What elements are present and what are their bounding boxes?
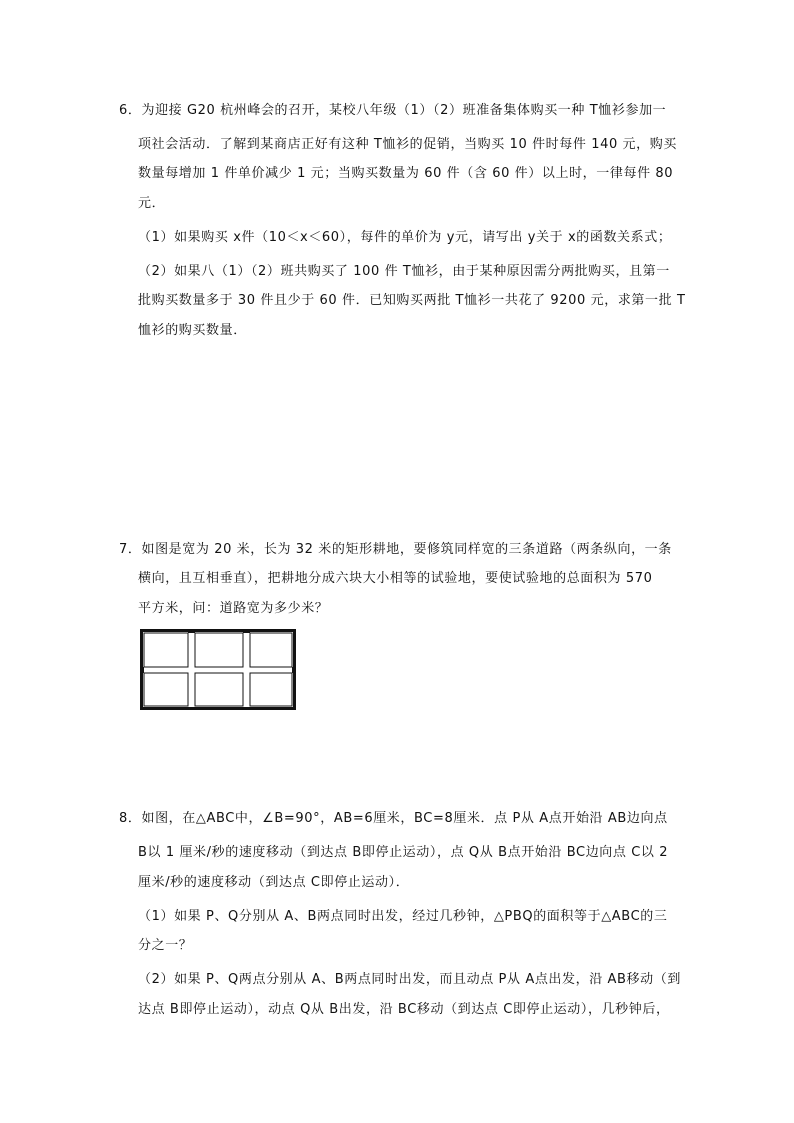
road-marker-right xyxy=(292,667,295,673)
q6-part-2-line-3: 恤衫的购买数量． xyxy=(138,323,247,338)
road-marker-left xyxy=(141,667,144,673)
rectangular-field-figure xyxy=(140,629,296,711)
q6-part-2-line-2: 批购买数量多于 30 件且少于 60 件．已知购买两批 T恤衫一共花了 9200 元，求第一批 T xyxy=(138,293,686,308)
plot-bottom-right xyxy=(250,673,292,706)
field-plots xyxy=(144,633,292,706)
q7-line-3: 平方米，问：道路宽为多少米？ xyxy=(138,601,329,616)
plot-top-left xyxy=(144,633,188,667)
q7-line-2: 横向，且互相垂直），把耕地分成六块大小相等的试验地，要使试验地的总面积为 570 xyxy=(138,571,653,586)
q6-line-1: 6．为迎接 G20 杭州峰会的召开，某校八年级（1）（2）班准备集体购买一种 T恤衫参加一 xyxy=(119,103,667,118)
q6-part-2-line-1: （2）如果八（1）（2）班共购买了 100 件 T恤衫，由于某种原因需分两批购买，且第一 xyxy=(138,264,670,279)
q6-line-4: 元． xyxy=(138,196,166,211)
q8-part-1-line-1: （1）如果 P、Q分别从 A、B两点同时出发，经过几秒钟，△PBQ的面积等于△ABC的三 xyxy=(138,909,668,924)
q8-part-1-line-2: 分之一？ xyxy=(138,938,193,953)
q8-part-2-line-2: 达点 B即停止运动），动点 Q从 B出发，沿 BC移动（到达点 C即停止运动），几秒钟后， xyxy=(138,1002,670,1017)
plot-bottom-middle xyxy=(195,673,243,706)
field-border xyxy=(142,631,295,709)
q8-line-2: B以 1 厘米/秒的速度移动（到达点 B即停止运动），点 Q从 B点开始沿 BC边向点 C以 2 xyxy=(138,845,669,860)
q6-line-2: 项社会活动．了解到某商店正好有这种 T恤衫的促销，当购买 10 件时每件 140 元，购买 xyxy=(138,137,677,152)
q7-line-1: 7．如图是宽为 20 米，长为 32 米的矩形耕地，要修筑同样宽的三条道路（两条纵向，一条 xyxy=(119,542,672,557)
q8-line-3: 厘米/秒的速度移动（到达点 C即停止运动）． xyxy=(138,875,410,890)
plot-top-right xyxy=(250,633,292,667)
q8-part-2-line-1: （2）如果 P、Q两点分别从 A、B两点同时出发，而且动点 P从 A点出发，沿 AB移动（到 xyxy=(138,972,681,987)
q6-part-1: （1）如果购买 x件（10＜x＜60），每件的单价为 y元，请写出 y关于 x的函数关系式； xyxy=(138,230,672,245)
road-marker-top-left xyxy=(188,630,195,633)
q8-line-1: 8．如图，在△ABC中，∠B=90°，AB=6厘米，BC=8厘米．点 P从 A点开始沿 AB边向点 xyxy=(119,811,668,826)
plot-bottom-left xyxy=(144,673,188,706)
q6-line-3: 数量每增加 1 件单价减少 1 元；当购买数量为 60 件（含 60 件）以上时，一律每件 80 xyxy=(138,166,674,181)
plot-top-middle xyxy=(195,633,243,667)
road-marker-top-right xyxy=(243,630,250,633)
